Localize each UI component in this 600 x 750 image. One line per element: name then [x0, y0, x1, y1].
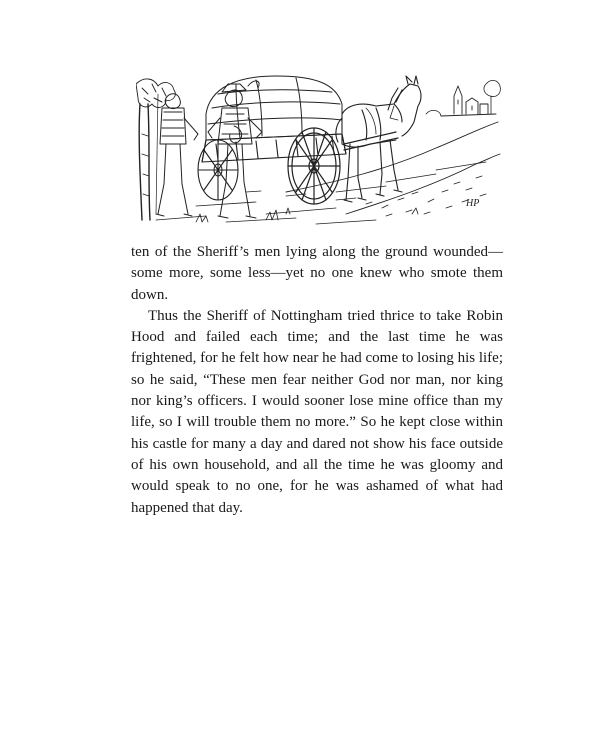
body-text — [131, 242, 503, 519]
artist-signature: HP — [466, 198, 480, 209]
paragraph-sheriff-tried-thrice: Thus the Sheriff of Nottingham tried thrice to take Robin Hood and failed each time; and the last time he was frightened, for he felt how near he had come to losing his life; so he said, “These men fear neither God nor man, nor king nor king’s officers. I would sooner lose mine office than my life, so I will trouble them no more.” So he kept close within his castle for many a day and dared not show his face outside of his own household, and all the time he was gloomy and would speak to no one, for he was ashamed of what had happened that day. — [131, 307, 503, 516]
right-trees — [426, 80, 500, 116]
left-tree — [136, 79, 175, 220]
harness — [366, 106, 398, 134]
horse — [336, 76, 421, 202]
cart-wheel-left — [198, 140, 238, 200]
cart-wheel-right — [288, 128, 340, 204]
paragraph-continuation: ten of the Sheriff’s men lying along the ground wounded—some more, some less—yet no one knew who smote them down. — [131, 244, 503, 303]
woodcut-drawing — [136, 74, 502, 226]
cart-illustration — [136, 74, 502, 226]
distant-town — [441, 86, 496, 116]
carter-figure — [208, 81, 262, 218]
soldier-figure — [154, 94, 198, 216]
